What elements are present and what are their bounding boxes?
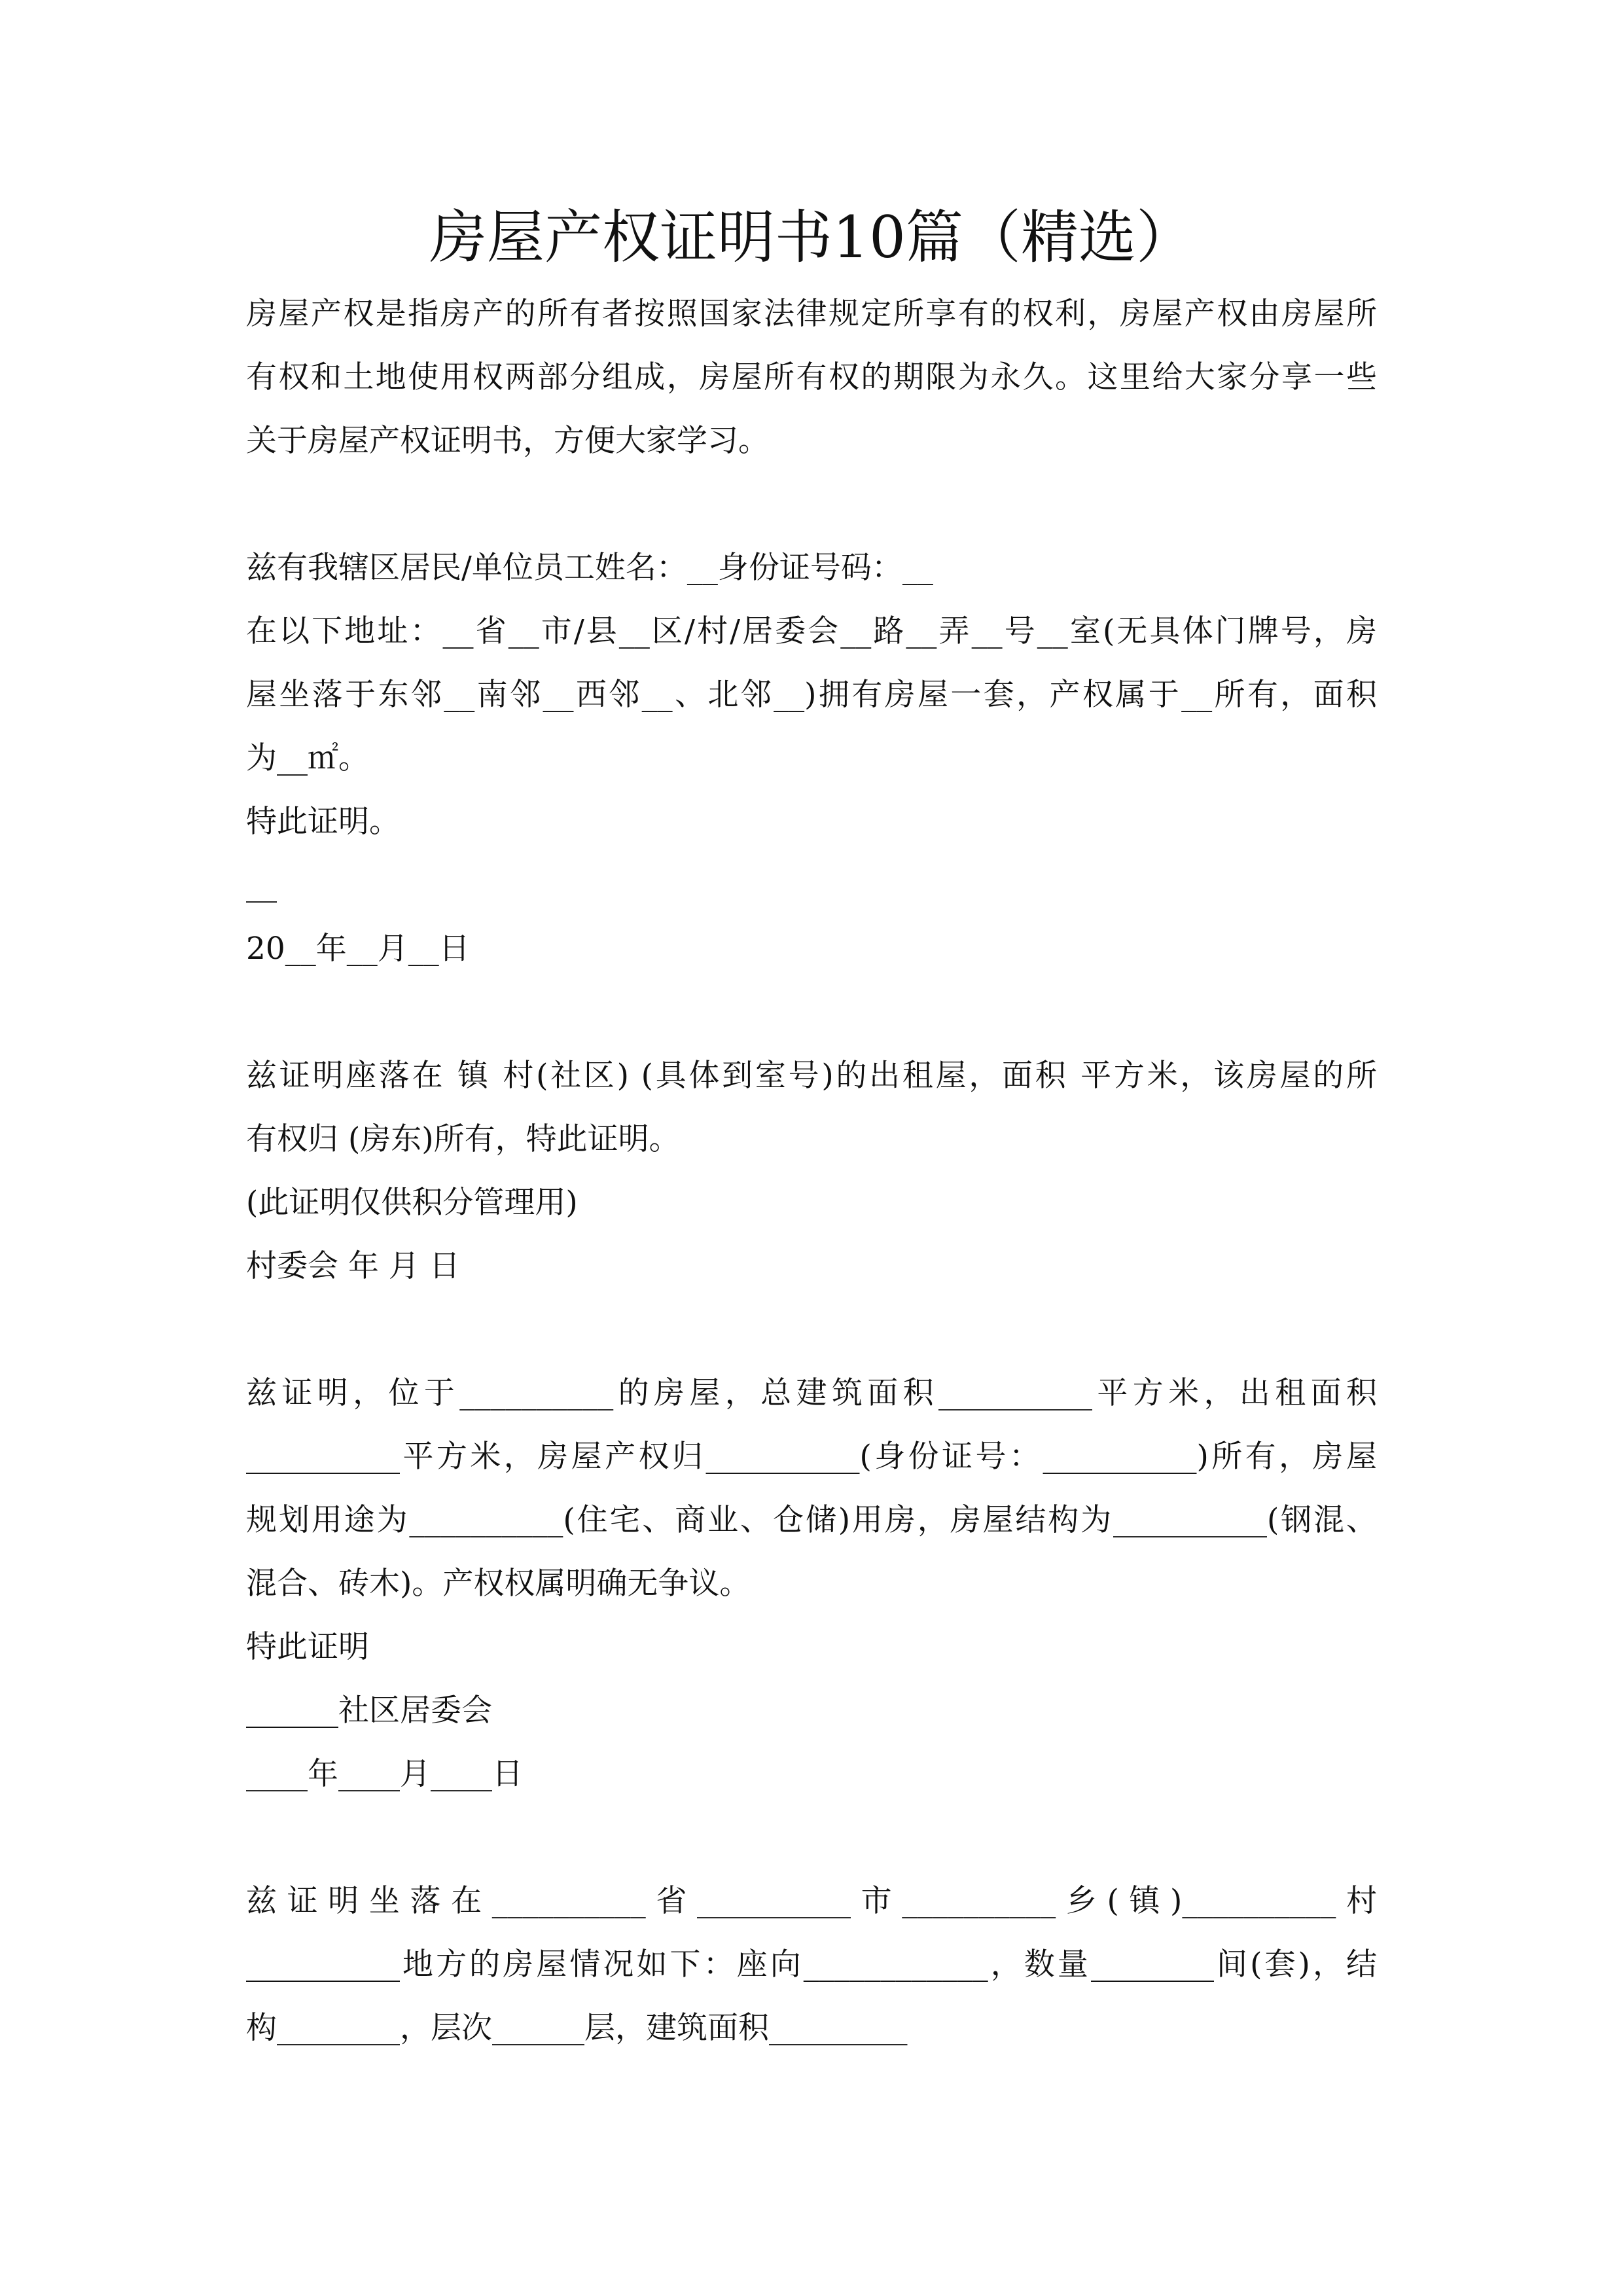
cert1-line-1: 兹有我辖区居民/单位员工姓名：__身份证号码：__ [246,550,933,586]
cert3-date: ____年____月____日 [246,1756,523,1792]
cert2-line-1: 兹证明座落在 镇 村(社区) (具体到室号)的出租屋，面积 平方米，该房屋的所 [246,1058,1377,1094]
cert1-line-2: 在以下地址：__省__市/县__区/村/居委会__路__弄__号__室(无具体门牌号，房 [246,613,1377,649]
cert1-line-4: 为__㎡。 [246,740,369,776]
cert1-line-5: 特此证明。 [246,804,400,840]
cert1-signature-line: __ [246,867,277,903]
intro-line-3: 关于房屋产权证明书，方便大家学习。 [246,423,769,459]
cert2-line-3: (此证明仅供积分管理用) [246,1185,578,1221]
cert1-line-3: 屋坐落于东邻__南邻__西邻__、北邻__)拥有房屋一套，产权属于__所有，面积 [246,677,1377,713]
cert3-line-5: 特此证明 [246,1629,369,1665]
cert3-line-2: __________平方米，房屋产权归__________(身份证号：__________)所有，房屋 [246,1439,1377,1475]
cert3-line-3: 规划用途为__________(住宅、商业、仓储)用房，房屋结构为__________(钢混、 [246,1502,1377,1538]
cert4-line-3: 构________，层次______层，建筑面积_________ [246,2010,908,2046]
cert3-line-4: 混合、砖木)。产权权属明确无争议。 [246,1566,751,1602]
cert2-line-2: 有权归 (房东)所有，特此证明。 [246,1121,680,1157]
document-title: 房屋产权证明书10篇（精选） [429,204,1194,271]
cert1-date: 20__年__月__日 [246,931,470,967]
cert2-line-4: 村委会 年 月 日 [246,1248,460,1284]
cert4-line-2: __________地方的房屋情况如下：座向____________，数量________间(套)，结 [246,1946,1377,1982]
cert3-line-1: 兹证明，位于__________的房屋，总建筑面积__________平方米，出租面积 [246,1375,1377,1411]
intro-line-2: 有权和土地使用权两部分组成，房屋所有权的期限为永久。这里给大家分享一些 [246,359,1377,395]
cert3-line-6: ______社区居委会 [246,1693,492,1729]
intro-line-1: 房屋产权是指房产的所有者按照国家法律规定所享有的权利，房屋产权由房屋所 [246,296,1377,332]
cert4-line-1: 兹证明坐落在__________省__________市__________乡(镇)__________村 [246,1883,1377,1919]
